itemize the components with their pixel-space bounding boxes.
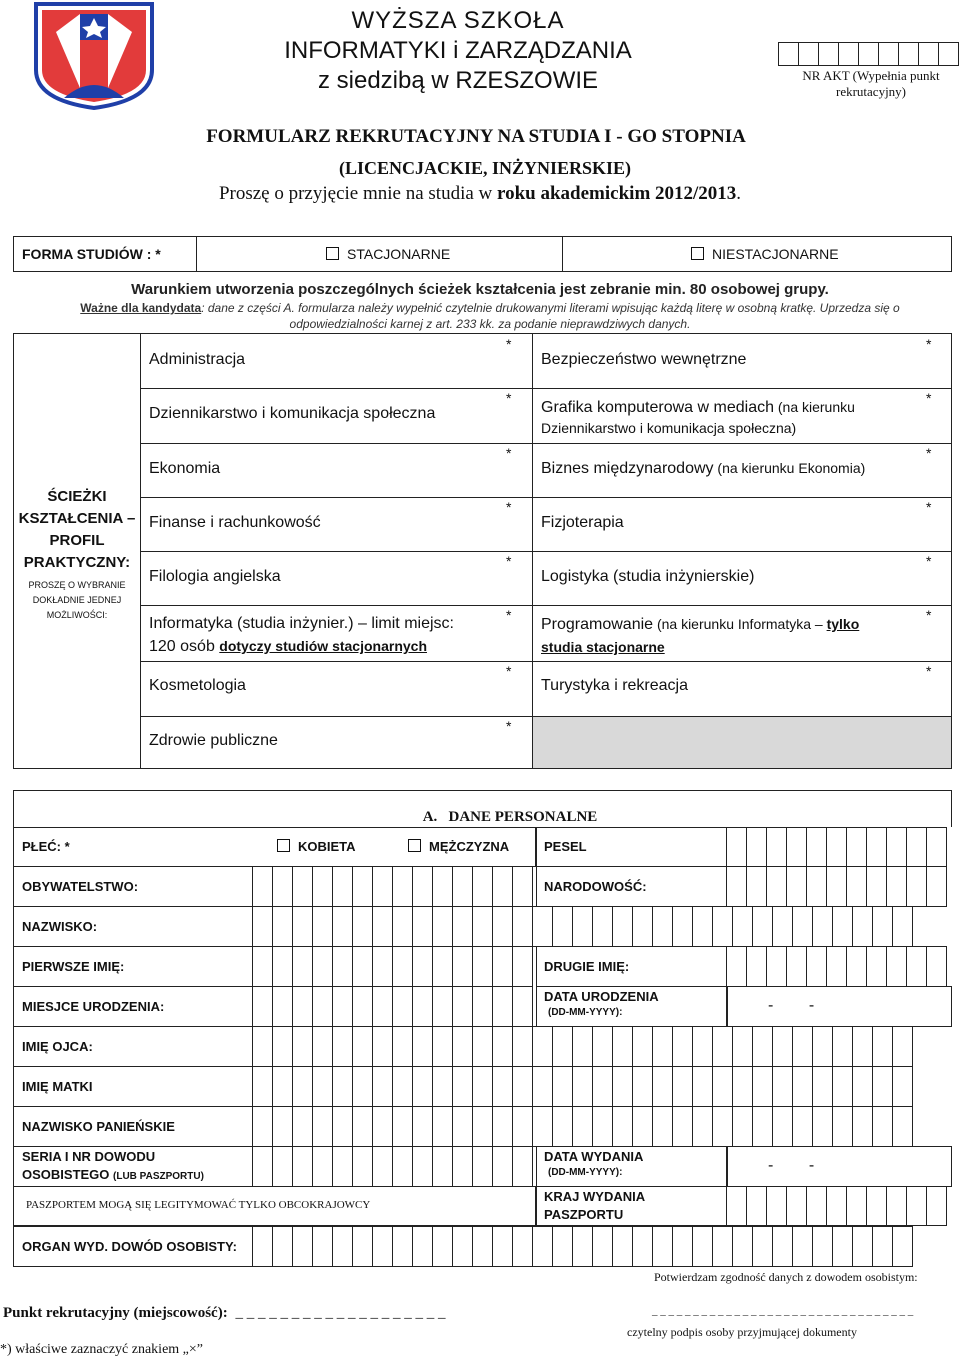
nr-akt-grid[interactable]	[779, 42, 959, 66]
path-kosmetologia[interactable]: Kosmetologia	[149, 677, 246, 694]
required-star: *	[506, 390, 512, 406]
path-programowanie-line1	[541, 613, 859, 636]
father-name-label: IMIĘ OJCA:	[22, 1039, 93, 1054]
required-star: *	[926, 499, 932, 515]
option-stacjonarne[interactable]	[326, 246, 450, 262]
option-niestacjonarne[interactable]	[691, 246, 839, 262]
pesel-label: PESEL	[544, 839, 587, 854]
path-programowanie-label: Programowanie	[541, 616, 654, 633]
school-logo	[34, 2, 154, 110]
birthplace-label: MIESJCE URODZENIA:	[22, 999, 165, 1014]
school-name-line2: INFORMATYKI i ZARZĄDZANIA	[284, 37, 632, 64]
path-logistyka[interactable]: Logistyka (studia inżynierskie)	[541, 568, 755, 585]
required-star: *	[926, 390, 932, 406]
path-ekonomia[interactable]: Ekonomia	[149, 460, 221, 477]
surname-input[interactable]	[253, 906, 913, 947]
issuing-authority-label: ORGAN WYD. DOWÓD OSOBISTY:	[22, 1239, 237, 1254]
id-number-label	[22, 1148, 204, 1186]
mother-name-label: IMIĘ MATKI	[22, 1079, 93, 1094]
path-grafika-note1: (na kierunku	[773, 399, 855, 415]
issue-date-separators: - -	[768, 1157, 815, 1174]
citizenship-label: OBYWATELSTWO:	[22, 879, 139, 894]
path-informatyka-line1: Informatyka (studia inżynier.) – limit miejsc:	[149, 615, 454, 632]
issue-country-label	[544, 1188, 645, 1224]
required-star: *	[926, 607, 932, 623]
required-star: *	[506, 499, 512, 515]
candidate-notice-text: : dane z części A. formularza należy wypełnić czytelnie drukowanymi literami wpisując każdą literę w osobną kratkę. Uprzedza się o odpowiedzialności karnej z art. 233 kk. za podanie nieprawdziwych danych.	[201, 301, 900, 331]
path-administracja[interactable]: Administracja	[149, 351, 246, 368]
path-fizjoterapia[interactable]: Fizjoterapia	[541, 514, 624, 531]
school-name	[258, 6, 658, 96]
required-star: *	[506, 445, 512, 461]
path-informatyka-limit: 120 osób	[149, 638, 220, 655]
birthdate-format: (DD-MM-YYYY):	[548, 1007, 623, 1018]
path-biznes[interactable]	[541, 460, 865, 478]
id-number-input[interactable]	[253, 1146, 533, 1187]
path-grafika-note2: Dziennikarstwo i komunikacja społeczna)	[541, 420, 797, 436]
path-programowanie-note: (na kierunku Informatyka –	[653, 616, 827, 632]
issue-date-label-text: DATA WYDANIA	[544, 1149, 644, 1164]
school-name-line3: z siedzibą w RZESZOWIE	[317, 67, 599, 94]
path-grafika[interactable]	[541, 397, 855, 439]
paths-side-title	[14, 486, 140, 623]
first-name-input[interactable]	[253, 946, 533, 987]
checkbox-icon[interactable]	[277, 839, 290, 852]
gender-label: PŁEĆ: *	[22, 839, 70, 854]
academic-year-prefix: Proszę o przyjęcie mnie na studia w	[218, 183, 498, 204]
mother-name-input[interactable]	[253, 1066, 913, 1107]
pesel-input[interactable]	[727, 827, 947, 867]
path-grafika-label: Grafika komputerowa w mediach	[541, 399, 774, 416]
paths-side-heading: ŚCIEŻKI KSZTAŁCENIA – PROFIL PRAKTYCZNY:	[18, 488, 136, 571]
required-star: *	[926, 336, 932, 352]
path-informatyka[interactable]	[149, 612, 454, 658]
path-finanse[interactable]: Finanse i rachunkowość	[149, 514, 321, 531]
father-name-input[interactable]	[253, 1026, 913, 1067]
issuing-authority-input[interactable]	[253, 1226, 913, 1267]
candidate-notice-label: Ważne dla kandydata	[80, 301, 202, 315]
form-title-line1: FORMULARZ REKRUTACYJNY NA STUDIA I - GO STOPNIA	[206, 126, 746, 147]
checkbox-icon[interactable]	[326, 247, 339, 260]
required-star: *	[506, 663, 512, 679]
issue-country-label-line1: KRAJ WYDANIA	[544, 1189, 646, 1204]
issue-country-label-line2: PASZPORTU	[544, 1207, 624, 1222]
signature-caption: czytelny podpis osoby przyjmującej dokumenty	[627, 1325, 857, 1339]
required-star: *	[926, 663, 932, 679]
signature-line[interactable]: _ _ _ _ _ _ _ _ _ _ _ _ _ _ _ _ _ _ _ _ _ _ _ _ _ _ _ _ _ _ _ _	[652, 1305, 914, 1317]
nationality-input[interactable]	[727, 866, 947, 907]
footnote: *) właściwe zaznaczyć znakiem „×”	[0, 1342, 203, 1357]
candidate-notice	[60, 300, 920, 332]
path-bezpieczenstwo[interactable]: Bezpieczeństwo wewnętrzne	[541, 351, 747, 368]
maiden-name-label: NAZWISKO PANIEŃSKIE	[22, 1119, 175, 1134]
issue-date-input[interactable]	[727, 1146, 952, 1187]
path-turystyka[interactable]: Turystyka i rekreacja	[541, 677, 688, 694]
option-niestacjonarne-label: NIESTACJONARNE	[712, 246, 839, 262]
required-star: *	[926, 445, 932, 461]
confirm-label: Potwierdzam zgodność danych z dowodem osobistym:	[654, 1270, 918, 1284]
path-informatyka-line2	[149, 635, 454, 658]
checkbox-icon[interactable]	[691, 247, 704, 260]
path-programowanie-tylko: tylko	[826, 616, 860, 632]
path-grafika-line1	[541, 397, 855, 418]
recruitment-point-label	[3, 1305, 445, 1322]
birthdate-label-text: DATA URODZENIA	[544, 989, 659, 1004]
required-star: *	[506, 607, 512, 623]
personal-section-title: A. DANE PERSONALNE	[422, 809, 598, 825]
option-kobieta[interactable]	[277, 839, 356, 854]
birthdate-label	[544, 989, 659, 1018]
required-star: *	[506, 553, 512, 569]
path-dziennikarstwo[interactable]: Dziennikarstwo i komunikacja społeczna	[149, 405, 436, 422]
option-mezczyzna-label: MĘŻCZYZNA	[429, 839, 510, 854]
option-stacjonarne-label: STACJONARNE	[347, 246, 451, 262]
option-mezczyzna[interactable]	[408, 839, 509, 854]
nationality-label: NARODOWOŚĆ:	[544, 879, 647, 894]
id-number-label-line2	[22, 1166, 204, 1186]
passport-note: PASZPORTEM MOGĄ SIĘ LEGITYMOWAĆ TYLKO OBCOKRAJOWCY	[26, 1199, 371, 1211]
first-name-label: PIERWSZE IMIĘ:	[22, 959, 125, 974]
birthdate-separators: - -	[768, 997, 815, 1014]
path-programowanie-line2	[541, 636, 859, 659]
required-star: *	[506, 718, 512, 734]
form-title	[0, 126, 960, 148]
recruitment-point-line[interactable]: _ _ _ _ _ _ _ _ _ _ _ _ _ _ _ _ _ _ _	[235, 1305, 446, 1321]
form-subtitle: (LICENCJACKIE, INŻYNIERSKIE)	[338, 158, 632, 178]
issue-country-input[interactable]	[727, 1186, 947, 1226]
path-programowanie[interactable]	[541, 613, 859, 659]
path-biznes-note: (na kierunku Ekonomia)	[713, 460, 866, 476]
issue-date-label	[544, 1149, 643, 1178]
paths-side-note: PROSZĘ O WYBRANIE DOKŁADNIE JEDNEJ MOŻLIWOŚCI:	[28, 580, 126, 620]
option-kobieta-label: KOBIETA	[298, 839, 356, 854]
group-size-notice: Warunkiem utworzenia poszczególnych ścieżek kształcenia jest zebranie min. 80 osobowej grupy.	[131, 281, 829, 298]
study-form-label: FORMA STUDIÓW : *	[22, 246, 161, 262]
id-number-label-paszport: (LUB PASZPORTU)	[113, 1171, 204, 1182]
issue-date-format: (DD-MM-YYYY):	[548, 1167, 623, 1178]
path-filologia[interactable]: Filologia angielska	[149, 568, 281, 585]
second-name-input[interactable]	[727, 946, 947, 987]
required-star: *	[926, 553, 932, 569]
surname-label: NAZWISKO:	[22, 919, 98, 934]
required-star: *	[506, 336, 512, 352]
citizenship-input[interactable]	[253, 866, 533, 907]
path-informatyka-note: dotyczy studiów stacjonarnych	[219, 638, 427, 654]
id-number-label-osobistego: OSOBISTEGO	[22, 1167, 114, 1182]
birthdate-input[interactable]	[727, 986, 952, 1027]
path-zdrowie[interactable]: Zdrowie publiczne	[149, 732, 278, 749]
nr-akt-label: NR AKT (Wypełnia punkt rekrutacyjny)	[802, 68, 940, 99]
path-programowanie-stacjonarne: studia stacjonarne	[541, 639, 665, 655]
academic-year-line	[0, 183, 960, 205]
checkbox-icon[interactable]	[408, 839, 421, 852]
recruitment-point-text: Punkt rekrutacyjny (miejscowość):	[3, 1305, 228, 1321]
academic-year: roku akademickim 2012/2013	[497, 183, 737, 204]
id-number-label-line1: SERIA I NR DOWODU	[22, 1149, 156, 1164]
school-name-line1: WYŻSZA SZKOŁA	[351, 7, 565, 34]
academic-year-suffix: .	[736, 183, 742, 204]
path-biznes-label: Biznes międzynarodowy	[541, 460, 714, 477]
maiden-name-input[interactable]	[253, 1106, 913, 1147]
birthplace-input[interactable]	[253, 986, 533, 1027]
second-name-label: DRUGIE IMIĘ:	[544, 959, 630, 974]
